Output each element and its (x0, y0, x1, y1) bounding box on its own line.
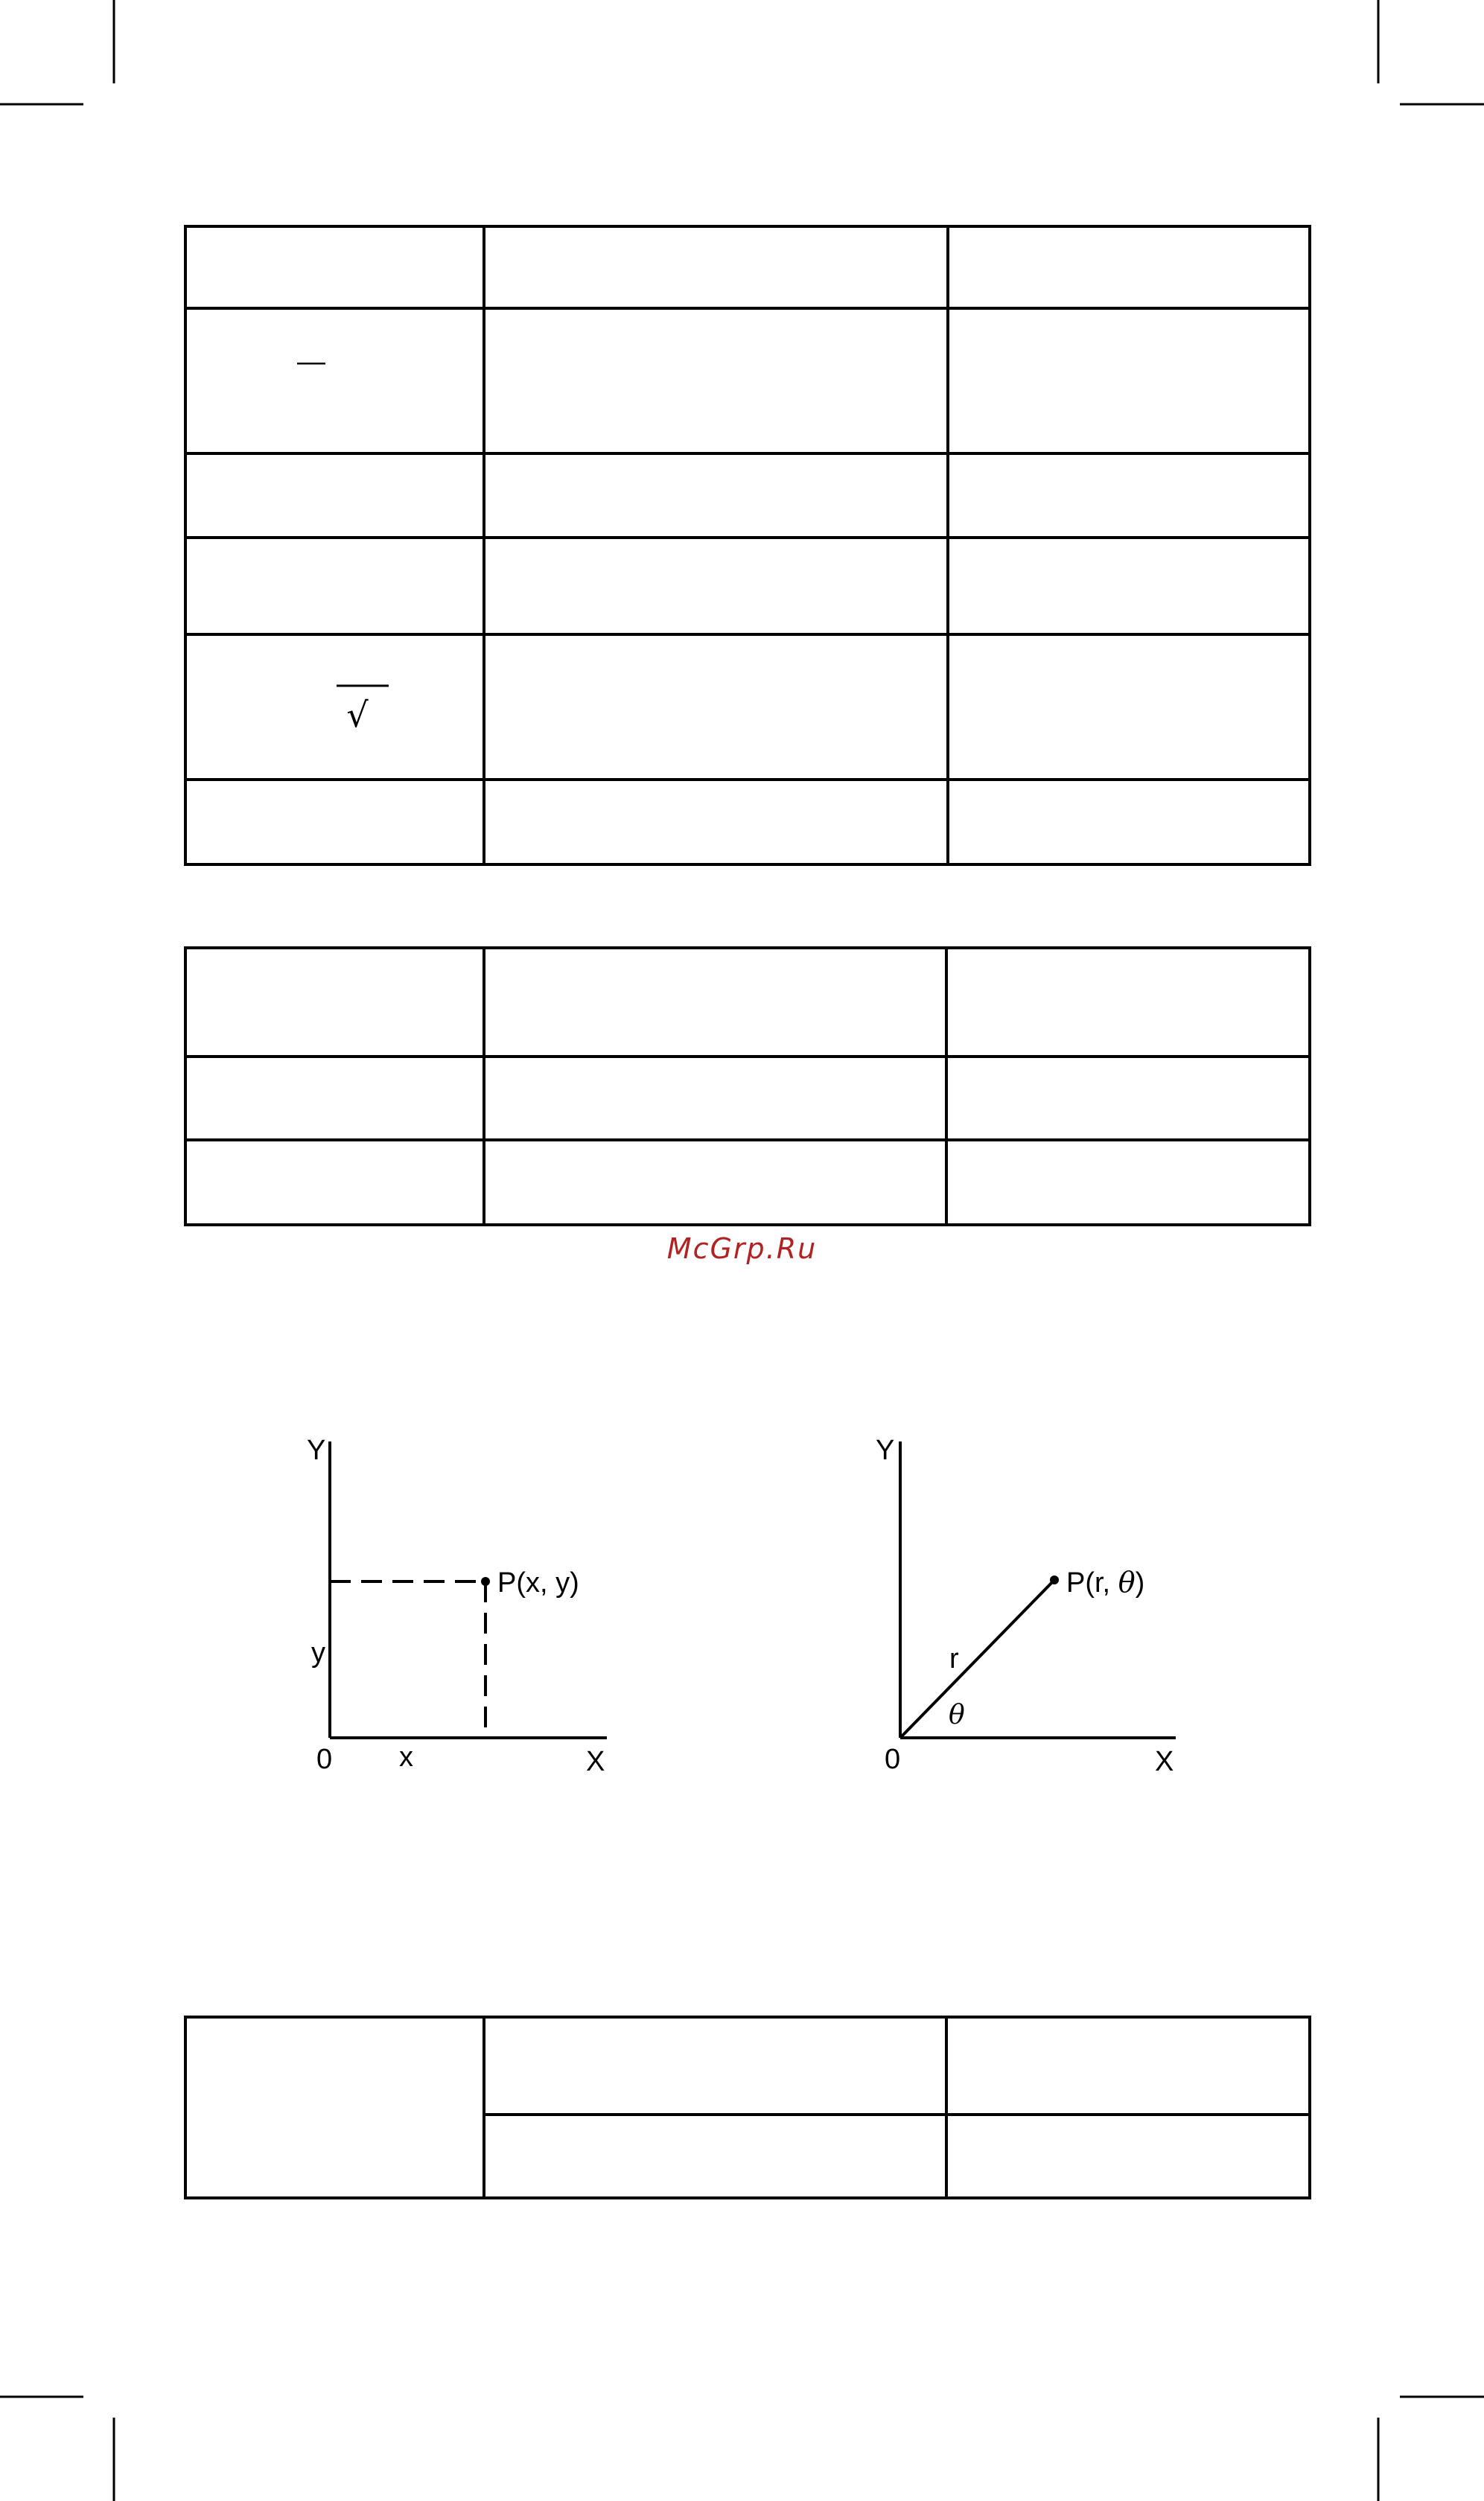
polar-theta-label: θ (949, 1700, 965, 1730)
rect-y-axis-label: Y (307, 1435, 326, 1466)
rect-x-axis-label: X (586, 1746, 605, 1777)
polar-origin-label: 0 (885, 1744, 901, 1775)
polar-y-axis-label: Y (876, 1435, 895, 1466)
sqrt-symbol-graphic (337, 686, 389, 735)
polar-point-label-prefix: P(r, (1066, 1567, 1118, 1599)
rect-x-value-label: x (399, 1742, 413, 1773)
rect-point-label: P(x, y) (497, 1567, 579, 1599)
table-3-border (185, 2017, 1310, 2198)
table-2-border (185, 948, 1310, 1225)
rect-origin-label: 0 (316, 1744, 333, 1775)
rectangular-coordinate-diagram (307, 1435, 607, 1777)
watermark: McGrp.Ru (666, 1232, 818, 1265)
polar-point-dot (1050, 1576, 1059, 1584)
sqrt-symbol: √ (346, 695, 369, 735)
polar-radius-line (900, 1580, 1054, 1738)
overline-symbol: — (297, 346, 325, 377)
table-1-border (185, 226, 1310, 864)
polar-point-label-theta: θ (1118, 1566, 1136, 1599)
polar-coordinate-diagram (876, 1435, 1176, 1777)
table-2 (185, 948, 1310, 1225)
rect-point-dot (481, 1577, 490, 1586)
polar-r-label: r (949, 1643, 959, 1675)
table-3 (185, 2017, 1310, 2198)
polar-point-label (1066, 1566, 1144, 1599)
rect-y-value-label: y (311, 1637, 325, 1669)
polar-point-label-suffix: ) (1135, 1567, 1145, 1599)
table-1 (185, 226, 1310, 864)
polar-x-axis-label: X (1155, 1746, 1174, 1777)
